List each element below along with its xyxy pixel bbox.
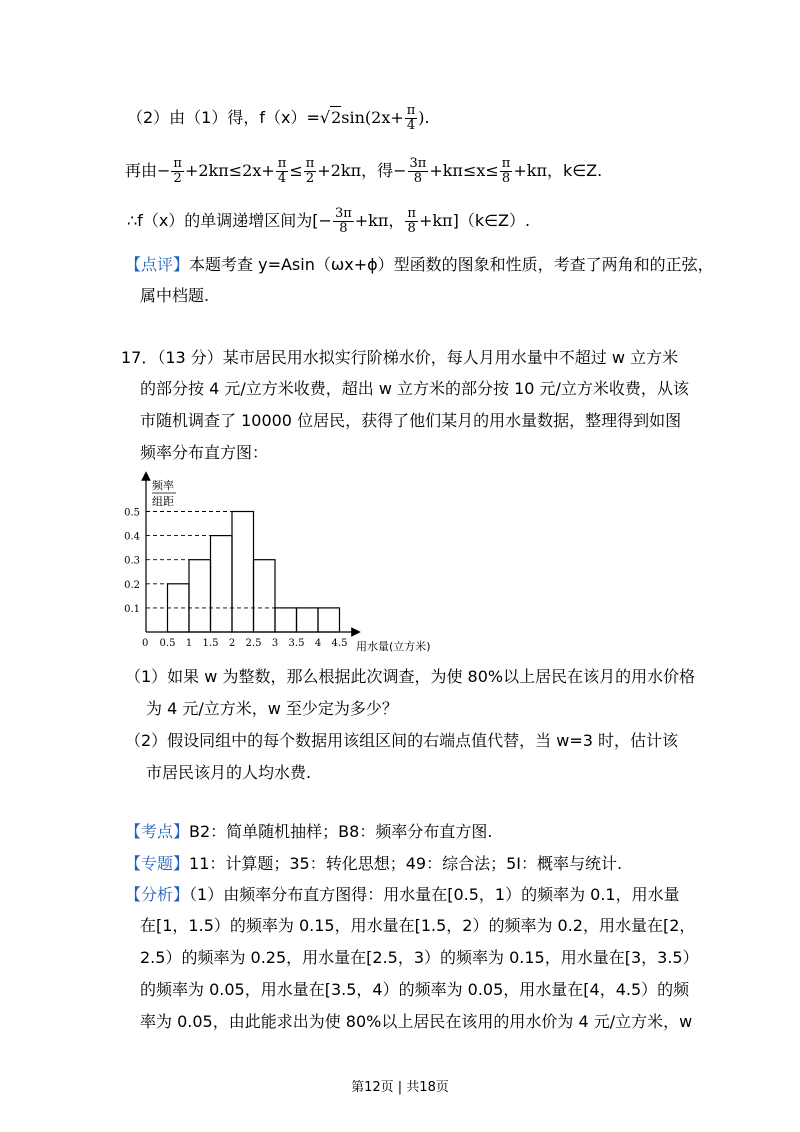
x-tick-label: 1 — [185, 638, 193, 649]
histogram-bar — [211, 536, 233, 632]
histogram-bar — [318, 608, 340, 632]
fenxi-tag: 【分析】 — [125, 885, 190, 904]
line2-end: ，k∈Z. — [546, 161, 603, 180]
comment-line-2 — [140, 285, 209, 307]
histogram-bar — [189, 560, 211, 632]
y-tick-label: 0.5 — [124, 507, 140, 519]
frequency-histogram — [118, 470, 458, 655]
line1-prefix: （2）由（1）得，f（x）= — [127, 108, 320, 127]
question1-line-2: 为 4 元/立方米，w 至少定为多少？ — [146, 699, 398, 718]
y-tick-label: 0.2 — [124, 579, 140, 591]
x-tick-label: 0.5 — [159, 638, 176, 649]
x-tick-label: 2 — [228, 638, 236, 649]
kaodian-line — [125, 821, 492, 843]
y-tick-label: 0.4 — [124, 531, 140, 543]
x-tick-label: 2.5 — [245, 638, 262, 649]
solution-line-1: （2）由（1）得，f（x）=√2sin(2x+ $\frac{\pi}{4}$ ). — [127, 103, 430, 133]
comment-text-2: 属中档题. — [140, 286, 210, 305]
x-tick-label: 3 — [271, 638, 279, 649]
fraction-pi-over-8: $\frac{\pi}{8}$ — [407, 206, 416, 236]
line1-sin: sin(2x+ — [341, 108, 404, 127]
comment-line-1 — [125, 254, 714, 276]
histogram-bar — [254, 560, 276, 632]
x-tick-label: 3.5 — [288, 638, 305, 649]
zhuanti-tag: 【专题】 — [125, 854, 190, 873]
fenxi-line-1 — [125, 884, 680, 906]
problem17-line-4: 频率分布直方图： — [140, 443, 269, 462]
histogram-bar — [232, 512, 254, 633]
histogram-bar — [297, 608, 319, 632]
x-axis-label: 用水量(立方米) — [356, 640, 431, 653]
fenxi-text-1: （1）由频率分布直方图得：用水量在[0.5，1）的频率为 0.1，用水量 — [189, 885, 680, 904]
y-tick-label: 0.3 — [124, 555, 140, 567]
line3-suffix: ]（k∈Z）. — [452, 211, 531, 230]
fraction-pi-over-8: $\frac{\pi}{8}$ — [501, 156, 511, 186]
zhuanti-text: 11：计算题；35：转化思想；49：综合法；5I：概率与统计. — [189, 854, 623, 873]
sqrt-radicand: 2 — [331, 108, 342, 127]
fraction-pi-over-2: $\frac{\pi}{2}$ — [173, 156, 182, 186]
fenxi-line-3: 2.5）的频率为 0.25，用水量在[2.5，3）的频率为 0.15，用水量在[3，3.5） — [140, 948, 699, 967]
fenxi-line-5: 率为 0.05，由此能求出为使 80%以上居民在该用的用水价为 4 元/立方米，w — [140, 1012, 693, 1031]
solution-line-2: 再由− $\frac{\pi}{2}$ +2kπ≤2x+ $\frac{\pi}{4}$ ≤ $\frac{\pi}{2}$ +2kπ，得− $\frac{3\pi}{8}$ +kπ≤x≤ $\frac{\pi}{8}$ +kπ，k∈Z. — [125, 156, 603, 186]
question1-line-1: （1）如果 w 为整数，那么根据此次调查，为使 80%以上居民在该月的用水价格 — [125, 667, 696, 686]
fraction-3pi-over-8: $\frac{3\pi}{8}$ — [409, 156, 427, 186]
fenxi-line-4: 的频率为 0.05，用水量在[3.5，4）的频率为 0.05，用水量在[4，4.5）的频 — [140, 980, 690, 999]
ylabel-bottom: 组距 — [152, 495, 174, 508]
question2-line-2: 市居民该月的人均水费. — [146, 763, 312, 782]
histogram-bar — [275, 608, 297, 632]
fraction-pi-over-4: $\frac{\pi}{4}$ — [406, 103, 416, 133]
x-tick-label: 1.5 — [202, 638, 219, 649]
problem17-line-2: 的部分按 4 元/立方米收费，超出 w 立方米的部分按 10 元/立方米收费，从该 — [140, 379, 689, 398]
ylabel-top: 频率 — [152, 479, 174, 492]
x-tick-label: 4.5 — [331, 638, 348, 649]
solution-line-3: ∴f（x）的单调递增区间为[− $\frac{3\pi}{8}$ +kπ， $\frac{\pi}{8}$ +kπ]（k∈Z）. — [127, 206, 531, 236]
line2-start: 再由 — [125, 161, 158, 180]
problem17-line-1: 17．（13 分）某市居民用水拟实行阶梯水价，每人月用水量中不超过 w 立方米 — [121, 348, 679, 367]
problem17-line-3: 市随机调查了 10000 位居民，获得了他们某月的用水量数据，整理得到如图 — [140, 411, 682, 430]
comment-text-1: 本题考查 y=Asin（ωx+ϕ）型函数的图象和性质，考查了两角和的正弦， — [189, 255, 714, 274]
y-tick-label: 0.1 — [124, 603, 140, 615]
x-tick-label: 4 — [314, 638, 322, 649]
kaodian-tag: 【考点】 — [125, 822, 190, 841]
line3-prefix: ∴f（x）的单调递增区间为[ — [127, 211, 319, 230]
zhuanti-line — [125, 853, 622, 875]
comment-tag: 【点评】 — [125, 255, 190, 274]
fenxi-line-2: 在[1，1.5）的频率为 0.15，用水量在[1.5，2）的频率为 0.2，用水量在[2， — [140, 916, 696, 935]
kaodian-text: B2：简单随机抽样；B8：频率分布直方图. — [189, 822, 493, 841]
fraction-3pi-over-8: $\frac{3\pi}{8}$ — [334, 206, 352, 236]
line2-mid: ，得 — [361, 161, 394, 180]
line1-suffix: ). — [418, 108, 430, 127]
question2-line-1: （2）假设同组中的每个数据用该组区间的右端点值代替，当 w=3 时，估计该 — [125, 731, 679, 750]
page-footer: 第12页 | 共18页 — [351, 1080, 449, 1095]
origin-label: 0 — [142, 638, 149, 649]
fraction-pi-over-2: $\frac{\pi}{2}$ — [305, 156, 315, 186]
fraction-pi-over-4: $\frac{\pi}{4}$ — [277, 156, 287, 186]
